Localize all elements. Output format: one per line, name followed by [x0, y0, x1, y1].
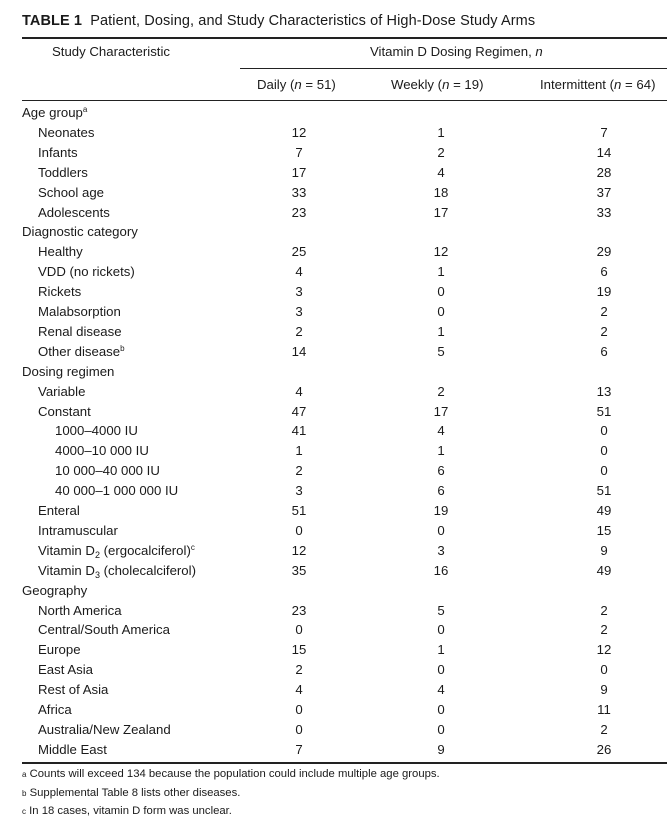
table-cell: 0: [295, 721, 303, 737]
table-cell: 1: [437, 124, 445, 140]
table-cell: 1: [437, 323, 445, 339]
table-cell: 11: [597, 702, 611, 717]
row-label: VDD (no rickets): [38, 264, 135, 280]
table-cell: 12: [291, 124, 307, 140]
table-cell: 33: [291, 184, 307, 200]
row-label: Diagnostic category: [22, 224, 138, 240]
table-cell: 35: [291, 562, 307, 578]
table-cell: 29: [596, 244, 612, 260]
table-cell: 0: [600, 662, 608, 678]
row-label: Enteral: [38, 503, 80, 518]
table-cell: 2: [600, 721, 608, 737]
row-label: 1000–4000 IU: [55, 423, 138, 439]
table-cell: 15: [291, 642, 307, 658]
table-cell: 2: [437, 144, 445, 160]
table-cell: 0: [295, 522, 303, 538]
table-cell: 15: [596, 522, 612, 538]
table-cell: 4: [437, 164, 445, 180]
column-header-intermittent: Intermittent (n = 64): [540, 77, 656, 92]
table-cell: 4: [437, 682, 445, 698]
table-cell: 6: [600, 343, 608, 359]
row-label: Age group$^a$: [22, 105, 88, 120]
table-cell: 17: [291, 164, 307, 180]
table-cell: 14: [291, 343, 307, 359]
table-cell: 2: [600, 304, 608, 319]
row-label: Central/South America: [38, 622, 170, 638]
table-cell: 49: [596, 562, 612, 578]
row-label: Adolescents: [38, 204, 110, 220]
table-cell: 17: [433, 403, 449, 419]
table-cell: 2: [295, 463, 303, 479]
row-label: Africa: [38, 702, 72, 717]
table-cell: 0: [295, 702, 303, 717]
row-label: Neonates: [38, 124, 95, 140]
table-cell: 4: [295, 682, 303, 698]
table-cell: 2: [437, 383, 445, 399]
table-cell: 0: [437, 522, 445, 538]
table-cell: 17: [433, 204, 449, 220]
table-cell: 0: [437, 702, 445, 717]
table-cell: 3: [437, 542, 445, 558]
table-cell: 2: [600, 622, 608, 638]
row-label: Australia/New Zealand: [38, 721, 171, 737]
header-rule: [22, 100, 667, 101]
table-cell: 7: [295, 144, 303, 160]
row-label: Dosing regimen: [22, 363, 115, 379]
table-cell: 23: [291, 602, 307, 618]
table-cell: 0: [437, 662, 445, 678]
table-cell: 19: [433, 503, 449, 518]
table-cell: 0: [600, 423, 608, 439]
row-label: Variable: [38, 383, 86, 399]
row-label: School age: [38, 184, 104, 200]
table-cell: 26: [596, 741, 612, 757]
table-cell: 0: [600, 443, 608, 459]
table-cell: 2: [295, 323, 303, 339]
table-cell: 3: [295, 284, 303, 300]
table-cell: 41: [291, 423, 307, 439]
table-cell: 7: [295, 741, 303, 757]
table-cell: 5: [437, 602, 445, 618]
table-cell: 1: [437, 443, 445, 459]
table-title: Patient, Dosing, and Study Characteristics of High-Dose Study Arms: [90, 13, 536, 29]
table-label: TABLE 1: [22, 13, 83, 29]
table-cell: 0: [437, 284, 445, 300]
row-label: Malabsorption: [38, 304, 121, 319]
table-cell: 0: [295, 622, 303, 638]
row-label: Rest of Asia: [38, 682, 109, 698]
table-cell: 1: [295, 443, 303, 459]
table-cell: 47: [291, 403, 307, 419]
table-cell: 37: [596, 184, 612, 200]
table-cell: 18: [433, 184, 449, 200]
table-cell: 4: [295, 383, 303, 399]
row-label: Constant: [38, 403, 91, 419]
table-cell: 33: [596, 204, 612, 220]
table-cell: 6: [437, 483, 445, 499]
table-cell: 7: [600, 124, 608, 140]
table-cell: 51: [596, 403, 612, 419]
table-cell: 0: [437, 304, 445, 319]
spanner-header: Vitamin D Dosing Regimen, n: [370, 44, 543, 59]
table-cell: 19: [596, 284, 612, 300]
table-cell: 9: [437, 741, 445, 757]
table-cell: 13: [596, 383, 612, 399]
table-cell: 4: [437, 423, 445, 439]
table-cell: 28: [596, 164, 612, 180]
table-cell: 0: [437, 622, 445, 638]
table-cell: 6: [437, 463, 445, 479]
row-label: Rickets: [38, 284, 82, 300]
table-cell: 14: [596, 144, 612, 160]
table-cell: 51: [596, 483, 612, 499]
row-label: Intramuscular: [38, 522, 118, 538]
top-rule: [22, 37, 667, 39]
row-label: 4000–10 000 IU: [55, 443, 149, 459]
row-label: Toddlers: [38, 164, 88, 180]
row-label: Europe: [38, 642, 81, 658]
row-label: Geography: [22, 582, 88, 598]
column-header-weekly: Weekly (n = 19): [391, 77, 484, 92]
row-label: Renal disease: [38, 323, 122, 339]
row-label: 10 000–40 000 IU: [55, 463, 160, 479]
table-cell: 0: [437, 721, 445, 737]
table-cell: 12: [291, 542, 307, 558]
column-header-daily: Daily (n = 51): [257, 77, 336, 92]
footnote: b Supplemental Table 8 lists other diseases.: [22, 786, 241, 799]
table-cell: 2: [600, 323, 608, 339]
table-cell: 12: [433, 244, 449, 260]
spanner-rule: [240, 68, 667, 69]
footnote: c In 18 cases, vitamin D form was unclear.: [22, 805, 232, 817]
table-cell: 1: [437, 264, 445, 280]
table-cell: 5: [437, 343, 445, 359]
table-cell: 25: [291, 244, 307, 260]
row-label: Vitamin $D_3$ (cholecalciferol): [38, 562, 196, 580]
row-label: Healthy: [38, 244, 83, 260]
table-cell: 16: [433, 562, 449, 578]
table-cell: 4: [295, 264, 303, 280]
row-label: East Asia: [38, 662, 93, 678]
table-cell: 12: [596, 642, 612, 658]
table-cell: 49: [596, 503, 612, 518]
row-label: Infants: [38, 144, 78, 160]
table-cell: 0: [600, 463, 608, 479]
row-label: North America: [38, 602, 122, 618]
row-label: Other disease$^b$: [38, 343, 125, 359]
table-cell: 6: [600, 264, 608, 280]
row-label: 40 000–1 000 000 IU: [55, 483, 179, 499]
table-cell: 23: [291, 204, 307, 220]
table-cell: 9: [600, 682, 608, 698]
table-cell: 2: [295, 662, 303, 678]
footnote: a Counts will exceed 134 because the population could include multiple age groups.: [22, 768, 440, 780]
table-cell: 3: [295, 304, 303, 319]
table-cell: 51: [291, 503, 307, 518]
row-label: Vitamin $D_2$ (ergocalciferol)$^c$: [38, 542, 195, 560]
row-label: Middle East: [38, 741, 107, 757]
bottom-rule: [22, 762, 667, 764]
table-cell: 3: [295, 483, 303, 499]
table-cell: 1: [437, 642, 445, 658]
stub-header: Study Characteristic: [52, 44, 170, 59]
table-cell: 2: [600, 602, 608, 618]
table-caption: [22, 13, 535, 29]
table-cell: 9: [600, 542, 608, 558]
